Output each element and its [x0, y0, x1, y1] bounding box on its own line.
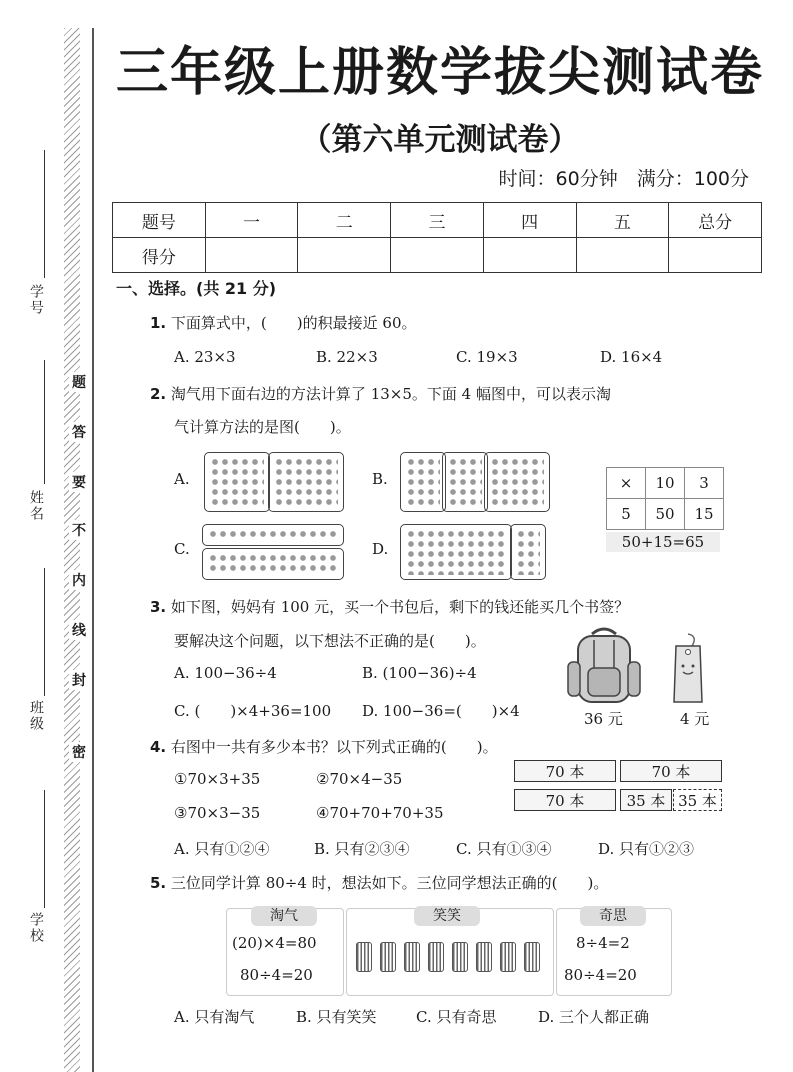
dot-grid — [400, 452, 446, 512]
q1-option-d[interactable]: D. 16×4 — [600, 348, 663, 366]
dot-grid — [268, 452, 344, 512]
q2-label-b[interactable]: B. — [372, 470, 388, 488]
q2-equation: 50+15=65 — [606, 532, 720, 552]
score-header-cell: 三 — [391, 203, 484, 238]
table-cell: 50 — [646, 499, 685, 530]
q1-text: 下面算式中，( )的积最接近 60。 — [170, 314, 417, 332]
q2-text-line1: 淘气用下面右边的方法计算了 13×5。下面 4 幅图中，可以表示淘 — [170, 385, 611, 403]
seal-char: 线 — [69, 620, 89, 640]
taoqi-name: 淘气 — [251, 906, 317, 926]
stick-bundle-icon — [452, 942, 468, 972]
q2-label-c[interactable]: C. — [174, 540, 190, 558]
q5-option-d[interactable]: D. 三个人都正确 — [538, 1008, 650, 1026]
school-field[interactable] — [44, 790, 45, 908]
q4-text: 右图中一共有多少本书？以下列式正确的( )。 — [170, 738, 498, 756]
school-label: 学校 — [28, 912, 44, 944]
section-title: 一、选择。(共 21 分) — [116, 279, 277, 298]
q4-option-a[interactable]: A. 只有①②④ — [174, 840, 270, 858]
q3-option-a[interactable]: A. 100−36÷4 — [174, 664, 277, 682]
time-info: 时间：60分钟 满分：100分 — [498, 168, 749, 190]
q3-stem — [150, 596, 629, 617]
q1-stem — [150, 312, 416, 333]
table-row — [607, 499, 724, 530]
q3-option-d[interactable]: D. 100−36=( )×4 — [362, 702, 520, 720]
q2-label-d[interactable]: D. — [372, 540, 389, 558]
class-label: 班级 — [28, 700, 44, 732]
score-cell[interactable] — [205, 238, 298, 273]
score-header-cell: 一 — [205, 203, 298, 238]
score-header-cell: 五 — [576, 203, 669, 238]
q5-text: 三位同学计算 80÷4 时，想法如下。三位同学想法正确的( )。 — [170, 874, 609, 892]
q5-stem — [150, 872, 608, 893]
book-box: 35 本 — [620, 789, 672, 811]
q1-option-b[interactable]: B. 22×3 — [316, 348, 378, 366]
q2-stem — [150, 383, 611, 404]
q3-option-b[interactable]: B. (100−36)÷4 — [362, 664, 477, 682]
score-header-row — [113, 203, 762, 238]
q5-option-c[interactable]: C. 只有奇思 — [416, 1008, 497, 1026]
score-value-row — [113, 238, 762, 273]
name-label: 姓名 — [28, 490, 44, 522]
q5-option-b[interactable]: B. 只有笑笑 — [296, 1008, 377, 1026]
q4-expr: ②70×4−35 — [316, 770, 403, 788]
bookmark-price: 4 元 — [680, 710, 710, 728]
stick-bundle-icon — [428, 942, 444, 972]
qisi-name: 奇思 — [580, 906, 646, 926]
seal-char: 要 — [69, 472, 89, 492]
score-header-cell: 二 — [298, 203, 391, 238]
table-cell: 15 — [685, 499, 724, 530]
backpack-price: 36 元 — [584, 710, 623, 728]
seal-char: 题 — [69, 372, 89, 392]
dot-grid — [204, 452, 270, 512]
q1-option-a[interactable]: A. 23×3 — [174, 348, 236, 366]
q4-expr: ③70×3−35 — [174, 804, 261, 822]
book-box: 70 本 — [514, 760, 616, 782]
book-box: 70 本 — [514, 789, 616, 811]
q2-label-a[interactable]: A. — [174, 470, 190, 488]
score-cell[interactable] — [391, 238, 484, 273]
backpack-icon — [564, 626, 644, 706]
q2-method-table — [606, 467, 724, 530]
q1-option-c[interactable]: C. 19×3 — [456, 348, 518, 366]
score-header-cell: 总分 — [669, 203, 762, 238]
q3-number: 3. — [150, 598, 167, 616]
dot-grid — [484, 452, 550, 512]
seal-char: 封 — [69, 670, 89, 690]
q3-option-c[interactable]: C. ( )×4+36=100 — [174, 702, 332, 720]
q2-text-line2: 气计算方法的是图( )。 — [174, 418, 351, 436]
score-header-cell: 题号 — [113, 203, 206, 238]
stick-bundle-icon — [404, 942, 420, 972]
seal-char: 不 — [69, 520, 89, 540]
name-field[interactable] — [44, 360, 45, 484]
score-cell[interactable] — [669, 238, 762, 273]
stick-bundle-icon — [380, 942, 396, 972]
q4-expr: ①70×3+35 — [174, 770, 261, 788]
score-cell[interactable] — [483, 238, 576, 273]
taoqi-line1: (20)×4=80 — [232, 934, 317, 952]
bookmark-icon — [668, 632, 708, 708]
dot-grid — [442, 452, 488, 512]
qisi-line2: 80÷4=20 — [564, 966, 637, 984]
table-cell: 3 — [685, 468, 724, 499]
q2-number: 2. — [150, 385, 167, 403]
table-row — [607, 468, 724, 499]
dot-grid — [202, 548, 344, 580]
stick-bundle-icon — [476, 942, 492, 972]
page-subtitle: （第六单元测试卷） — [300, 122, 580, 158]
seal-char: 内 — [69, 570, 89, 590]
q5-number: 5. — [150, 874, 167, 892]
q3-text-line1: 如下图，妈妈有 100 元，买一个书包后，剩下的钱还能买几个书签？ — [170, 598, 630, 616]
table-cell: × — [607, 468, 646, 499]
q3-text-line2: 要解决这个问题，以下想法不正确的是( )。 — [174, 632, 486, 650]
id-field[interactable] — [44, 150, 45, 278]
dot-grid — [400, 524, 512, 580]
dot-grid — [202, 524, 344, 546]
score-table — [112, 202, 762, 273]
binding-line — [92, 28, 94, 1072]
binding-hatch — [64, 28, 80, 1072]
q4-expr: ④70+70+70+35 — [316, 804, 444, 822]
stick-bundle-icon — [524, 942, 540, 972]
qisi-line1: 8÷4=2 — [576, 934, 630, 952]
class-field[interactable] — [44, 568, 45, 696]
stick-bundle-icon — [500, 942, 516, 972]
seal-char: 密 — [69, 742, 89, 762]
q4-number: 4. — [150, 738, 167, 756]
score-header-cell: 四 — [483, 203, 576, 238]
page-title: 三年级上册数学拔尖测试卷 — [115, 43, 764, 103]
id-label: 学号 — [28, 284, 44, 316]
q4-option-c[interactable]: C. 只有①③④ — [456, 840, 552, 858]
seal-char: 答 — [69, 422, 89, 442]
xiaoxiao-name: 笑笑 — [414, 906, 480, 926]
table-cell: 5 — [607, 499, 646, 530]
q1-number: 1. — [150, 314, 167, 332]
q4-stem — [150, 736, 498, 757]
book-box-dashed: 35 本 — [673, 789, 722, 811]
q5-option-a[interactable]: A. 只有淘气 — [174, 1008, 255, 1026]
dot-grid — [510, 524, 546, 580]
table-cell: 10 — [646, 468, 685, 499]
book-box: 70 本 — [620, 760, 722, 782]
score-cell[interactable] — [298, 238, 391, 273]
stick-bundle-icon — [356, 942, 372, 972]
q4-option-b[interactable]: B. 只有②③④ — [314, 840, 410, 858]
score-row-label: 得分 — [113, 238, 206, 273]
score-cell[interactable] — [576, 238, 669, 273]
taoqi-line2: 80÷4=20 — [240, 966, 313, 984]
q4-option-d[interactable]: D. 只有①②③ — [598, 840, 695, 858]
